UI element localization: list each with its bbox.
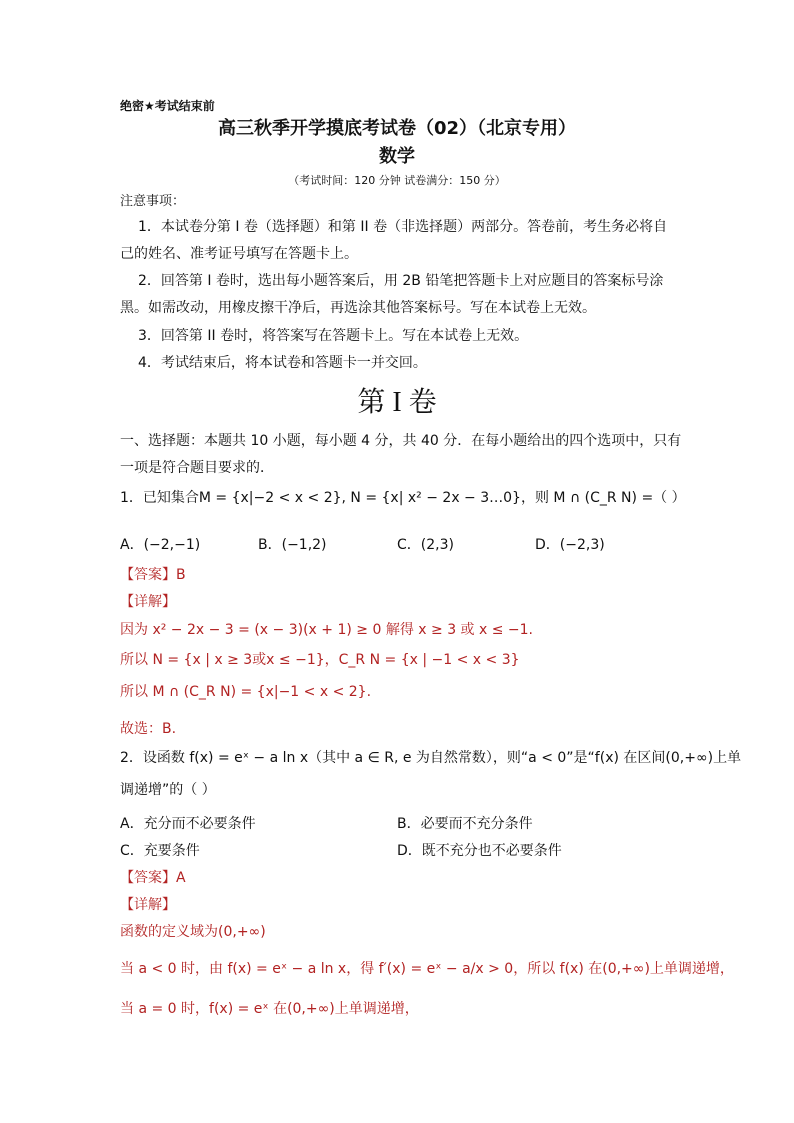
note-line: 3．回答第 II 卷时，将答案写在答题卡上。写在本试卷上无效。 xyxy=(138,328,529,344)
exam-info: （考试时间：120 分钟 试卷满分：150 分） xyxy=(288,174,506,187)
question-2-stem: 2．设函数 f(x) = eˣ − a ln x（其中 a ∈ R, e 为自然常数），则“a < 0”是“f(x) 在区间(0,+∞)上单 xyxy=(120,750,742,766)
q1-solution-line: 所以 M ∩ (C_R N) = {x|−1 < x < 2}. xyxy=(120,684,372,700)
q1-option-b: B．(−1,2) xyxy=(258,537,327,553)
q2-option-b: B．必要而不充分条件 xyxy=(397,816,533,832)
q2-option-a: A．充分而不必要条件 xyxy=(120,816,256,832)
q1-solution-line: 因为 x² − 2x − 3 = (x − 3)(x + 1) ≥ 0 解得 x ≥ 3 或 x ≤ −1. xyxy=(120,622,533,638)
q1-answer-tag: 【答案】B xyxy=(120,567,186,583)
q2-solution-line: 当 a < 0 时，由 f(x) = eˣ − a ln x，得 f′(x) = eˣ − a/x > 0，所以 f(x) 在(0,+∞)上单调递增， xyxy=(120,961,734,977)
q2-option-c: C．充要条件 xyxy=(120,843,200,859)
notes-heading: 注意事项： xyxy=(120,194,186,209)
note-line: 4．考试结束后，将本试卷和答题卡一并交回。 xyxy=(138,355,427,371)
question-2-stem: 调递增”的（ ） xyxy=(120,782,216,798)
q2-solution-line: 函数的定义域为(0,+∞) xyxy=(120,924,266,940)
q2-option-d: D．既不充分也不必要条件 xyxy=(397,843,562,859)
q1-detail-tag: 【详解】 xyxy=(120,594,176,610)
q2-answer-tag: 【答案】A xyxy=(120,870,186,886)
note-line: 黑。如需改动，用橡皮擦干净后，再选涂其他答案标号。写在本试卷上无效。 xyxy=(120,300,596,316)
note-line: 己的姓名、准考证号填写在答题卡上。 xyxy=(120,246,358,262)
page-title: 高三秋季开学摸底考试卷（02）（北京专用） xyxy=(217,118,577,139)
q1-option-d: D．(−2,3) xyxy=(535,537,605,553)
q2-solution-line: 当 a = 0 时，f(x) = eˣ 在(0,+∞)上单调递增， xyxy=(120,1001,419,1017)
part-title: 第 I 卷 xyxy=(357,387,437,418)
q1-solution-line: 故选：B. xyxy=(120,721,177,737)
q2-detail-tag: 【详解】 xyxy=(120,897,176,913)
secret-mark: 绝密★考试结束前 xyxy=(120,99,215,113)
section-intro: 一、选择题：本题共 10 小题，每小题 4 分，共 40 分．在每小题给出的四个选项中，只有 xyxy=(120,433,682,449)
section-intro: 一项是符合题目要求的． xyxy=(120,460,274,476)
subject-title: 数学 xyxy=(379,146,415,167)
note-line: 1．本试卷分第 I 卷（选择题）和第 II 卷（非选择题）两部分。答卷前，考生务必将自 xyxy=(138,219,668,235)
q1-solution-line: 所以 N = {x | x ≥ 3或x ≤ −1}，C_R N = {x | −1 < x < 3} xyxy=(120,652,520,668)
q1-option-c: C．(2,3) xyxy=(397,537,454,553)
q1-option-a: A．(−2,−1) xyxy=(120,537,201,553)
note-line: 2．回答第 I 卷时，选出每小题答案后，用 2B 铅笔把答题卡上对应题目的答案标号涂 xyxy=(138,273,664,289)
question-1-stem: 1．已知集合M = {x|−2 < x < 2}, N = {x| x² − 2x − 3…0}，则 M ∩ (C_R N) =（ ） xyxy=(120,490,686,506)
